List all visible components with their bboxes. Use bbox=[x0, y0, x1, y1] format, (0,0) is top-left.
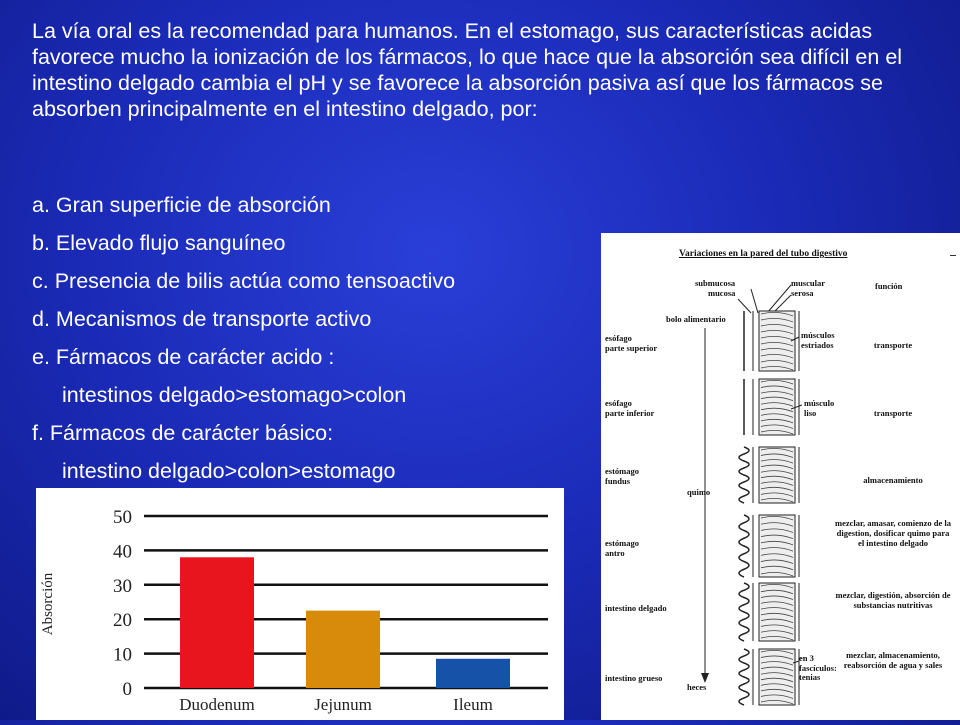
label-musculos-estriados: músculos estriados bbox=[801, 330, 835, 350]
label-serosa: serosa bbox=[791, 288, 814, 298]
slide-text bbox=[32, 18, 942, 129]
label-heces: heces bbox=[687, 682, 707, 692]
muscle-layer-3 bbox=[759, 515, 795, 577]
chart-svg bbox=[36, 488, 564, 720]
pointer-serosa bbox=[773, 295, 791, 313]
label-musculo-liso: músculo liso bbox=[804, 398, 835, 418]
label-esofago-inferior: esófago parte inferior bbox=[605, 398, 655, 418]
y-tick-label-50: 50 bbox=[113, 507, 132, 528]
function-transporte-1: transporte bbox=[873, 340, 913, 350]
list-item-f-detail: intestino delgado>colon>estomago bbox=[62, 459, 396, 483]
muscle-layer-2 bbox=[759, 447, 795, 503]
intro-paragraph: La vía oral es la recomendad para humanos. En el estomago, sus características acidas favorece mucho la ionización de los fármacos, lo que hace que la absorción sea difícil en el intestino delgado cambia el pH y se favorece la absorción pasiva así que los fármacos se absorben principalmente en el intestino delgado, por: bbox=[32, 19, 903, 121]
label-intestino-grueso: intestino grueso bbox=[605, 673, 663, 683]
y-tick-label-40: 40 bbox=[113, 541, 132, 563]
label-estomago-fundus: estómago fundus bbox=[605, 466, 639, 486]
function-almacenamiento: almacenamiento bbox=[863, 475, 923, 485]
y-tick-label-10: 10 bbox=[113, 644, 132, 666]
digestive-wall-diagram bbox=[601, 233, 960, 720]
function-transporte-2: transporte bbox=[873, 408, 913, 418]
y-tick-label-20: 20 bbox=[113, 610, 132, 632]
label-esofago-superior: esófago parte superior bbox=[605, 333, 658, 353]
list-item-c: c. Presencia de bilis actúa como tensoactivo bbox=[32, 269, 456, 293]
function-mezclar-digestion: mezclar, digestión, absorción de substancias nutritivas bbox=[835, 590, 951, 610]
label-fasciculos-tenias: en 3 fascículos: tenias bbox=[799, 653, 837, 682]
list-item-e: e. Fármacos de carácter acido : bbox=[32, 345, 335, 369]
y-tick-label-0: 0 bbox=[122, 679, 132, 700]
mucosa-fold-2 bbox=[739, 447, 749, 503]
label-quimo: quimo bbox=[687, 487, 711, 497]
x-tick-label-jejunum: Jejunum bbox=[314, 695, 372, 714]
label-submucosa: submucosa bbox=[695, 278, 736, 288]
mucosa-fold-5 bbox=[739, 649, 749, 705]
label-muscular: muscular bbox=[791, 278, 825, 288]
list-item-e-detail: intestinos delgado>estomago>colon bbox=[62, 383, 407, 407]
x-tick-label-ileum: Ileum bbox=[453, 695, 493, 714]
function-mezclar-amasar: mezclar, amasar, comienzo de la digestion, dosificar quimo para el intestino delgado bbox=[835, 518, 951, 548]
bar-jejunum bbox=[306, 611, 380, 688]
y-axis-label: Absorción bbox=[40, 572, 56, 636]
list-item-a: a. Gran superficie de absorción bbox=[32, 193, 331, 217]
mucosa-fold-3 bbox=[739, 515, 749, 577]
diagram-title: Variaciones en la pared del tubo digestivo bbox=[679, 249, 848, 259]
mucosa-fold-4 bbox=[739, 583, 749, 641]
muscle-layer-1 bbox=[759, 379, 795, 435]
label-intestino-delgado: intestino delgado bbox=[605, 603, 667, 613]
y-tick-label-30: 30 bbox=[113, 575, 132, 597]
pointer-mucosa bbox=[738, 299, 751, 313]
bar-duodenum bbox=[180, 557, 254, 688]
label-bolo-alimentario: bolo alimentario bbox=[666, 314, 726, 324]
list-item-f: f. Fármacos de carácter básico: bbox=[32, 421, 334, 445]
list-item-d: d. Mecanismos de transporte activo bbox=[32, 307, 372, 331]
pointer-submucosa bbox=[751, 289, 758, 313]
list-item-b: b. Elevado flujo sanguíneo bbox=[32, 231, 286, 255]
x-tick-label-duodenum: Duodenum bbox=[179, 695, 255, 714]
muscle-layer-0 bbox=[759, 311, 795, 371]
function-mezclar-almacenamiento: mezclar, almacenamiento, reabsorción de agua y sales bbox=[843, 650, 943, 670]
label-mucosa: mucosa bbox=[708, 288, 736, 298]
label-funcion: función bbox=[875, 281, 903, 291]
bar-ileum bbox=[436, 659, 510, 688]
muscle-layer-5 bbox=[759, 649, 795, 705]
absorption-bar-chart bbox=[36, 488, 564, 720]
muscle-layer-4 bbox=[759, 583, 795, 641]
label-estomago-antro: estómago antro bbox=[605, 538, 639, 558]
